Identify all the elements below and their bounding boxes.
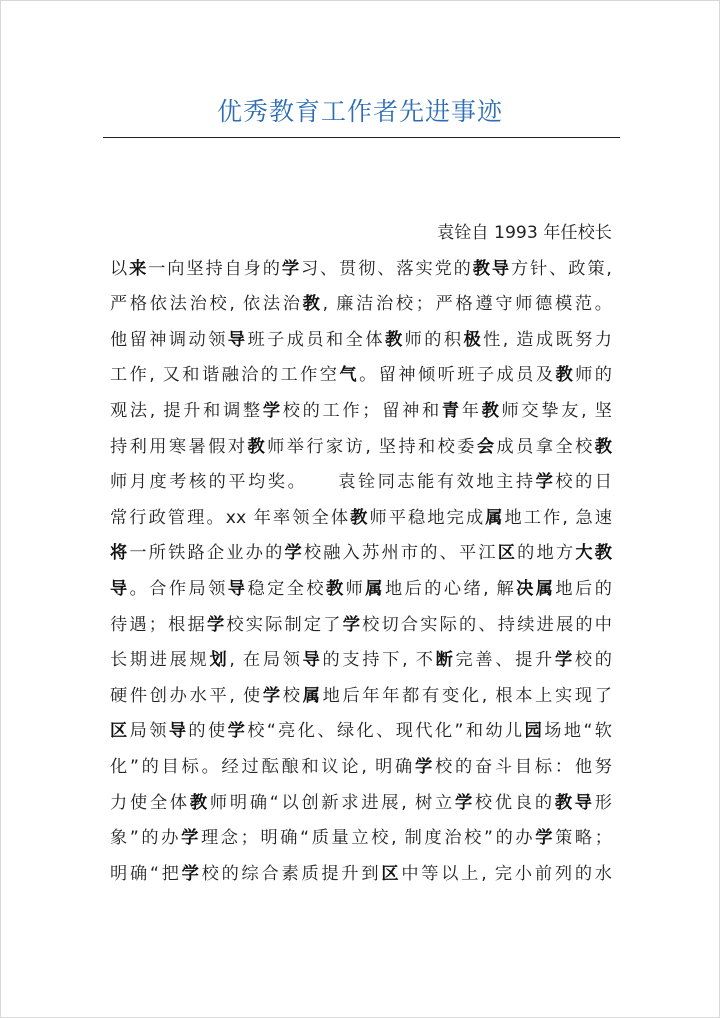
- paragraph-line: 硬件创办水平, 使学校属地后年年都有变化, 根本上实现了: [110, 685, 612, 706]
- paragraph-line: 将一所铁路企业办的学校融入苏州市的、平江区的地方大教: [110, 543, 612, 564]
- paragraph-line: 导。合作局领导稳定全校教师属地后的心绪, 解决属地后的: [110, 579, 612, 599]
- paragraph-line: 明确“把学校的综合素质提升到区中等以上, 完小前列的水: [110, 863, 612, 884]
- paragraph-line: 持利用寒暑假对教师举行家访, 坚持和校委会成员拿全校教: [110, 436, 612, 457]
- paragraph-line: 待遇；根据学校实际制定了学校切合实际的、持续进展的中: [110, 614, 612, 635]
- paragraph-line: 象”的办学理念；明确“质量立校, 制度治校”的办学策略；: [110, 828, 612, 849]
- paragraph-line: 常行政管理。xx 年率领全体教师平稳地完成属地工作, 急速: [110, 507, 612, 528]
- paragraph-line: 区局领导的使学校“亮化、绿化、现代化”和幼儿园场地“软: [110, 721, 612, 742]
- paragraph-line: 以来一向坚持自身的学习、贯彻、落实党的教导方针、政策,: [110, 258, 612, 279]
- paragraph-line: 力使全体教师明确“以创新求进展, 树立学校优良的教导形: [110, 792, 612, 813]
- paragraph-line: 长期进展规划, 在局领导的支持下, 不断完善、提升学校的: [110, 650, 612, 671]
- paragraph-line: 他留神调动领导班子成员和全体教师的积极性, 造成既努力: [110, 329, 612, 350]
- paragraph-line: 师月度考核的平均奖。 袁铨同志能有效地主持学校的日: [110, 472, 612, 493]
- title-underline: [103, 137, 620, 138]
- paragraph-line: 严格依法治校, 依法治教, 廉洁治校；严格遵守师德模范。: [110, 294, 612, 315]
- paragraph-line: 观法, 提升和调整学校的工作；留神和青年教师交挚友, 坚: [110, 401, 612, 421]
- paragraph-line: 化”的目标。经过酝酿和议论, 明确学校的奋斗目标：他努: [110, 757, 612, 777]
- document-title: 优秀教育工作者先进事迹: [216, 97, 503, 126]
- paragraph-line: 工作, 又和谐融洽的工作空气。留神倾听班子成员及教师的: [110, 365, 612, 386]
- paragraph-line: 袁铨自 1993 年任校长: [437, 223, 612, 243]
